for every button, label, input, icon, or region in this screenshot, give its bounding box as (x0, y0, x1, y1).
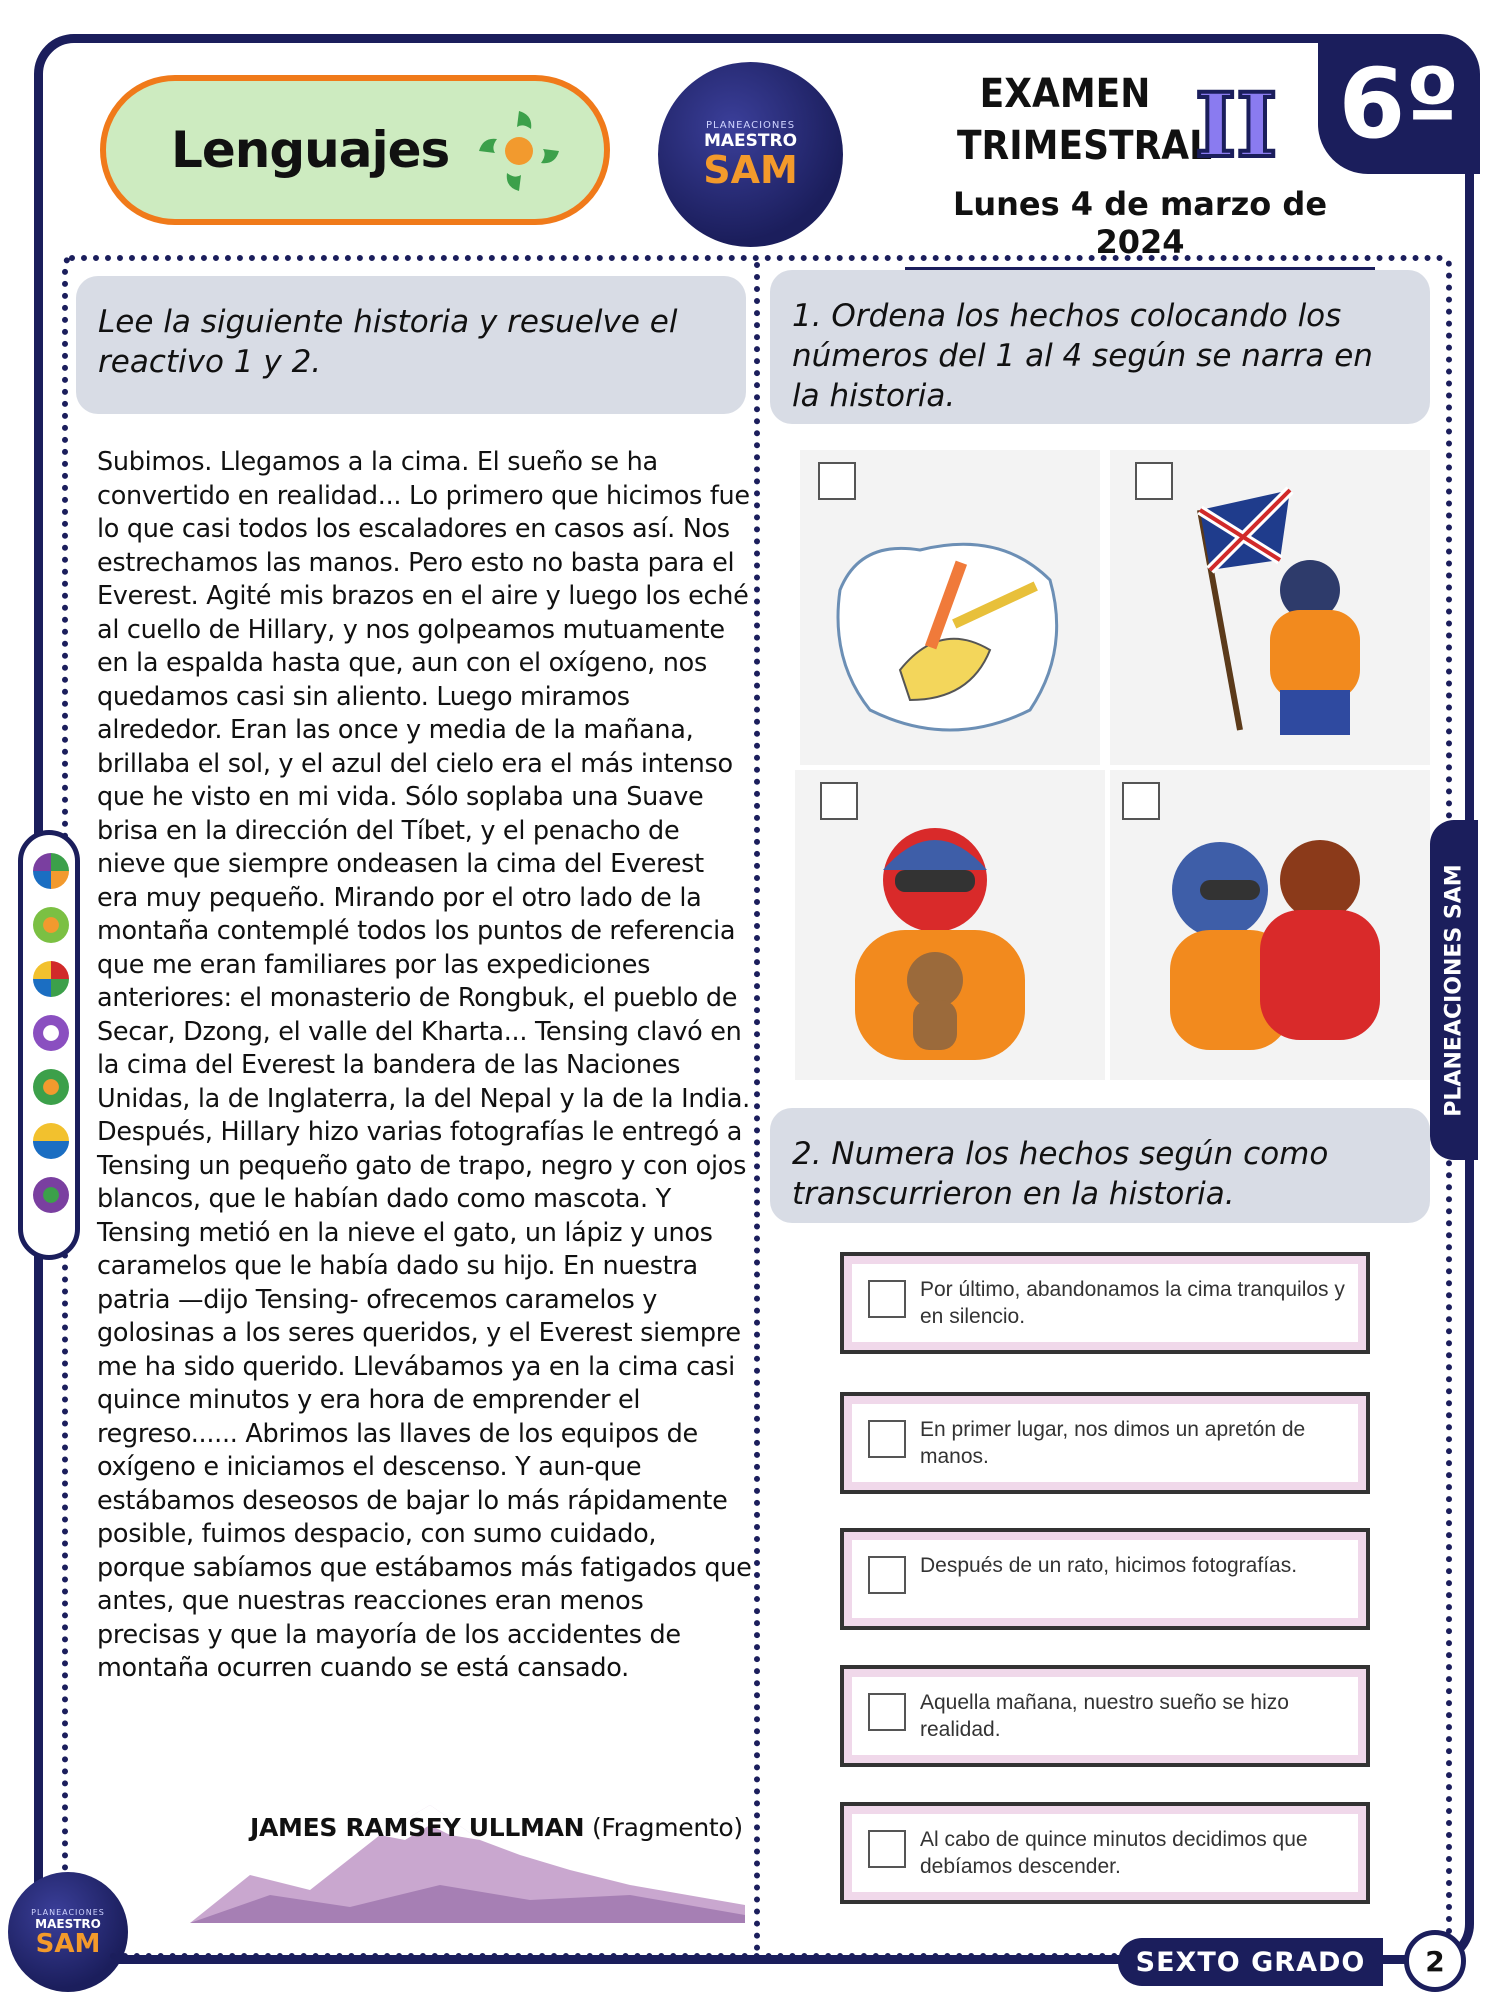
sentence-checkbox-4[interactable] (868, 1693, 906, 1731)
scene-climber-with-toy (795, 770, 1105, 1080)
sentence-checkbox-5[interactable] (868, 1830, 906, 1868)
sentence-checkbox-2[interactable] (868, 1420, 906, 1458)
field-icon-6 (33, 1123, 69, 1159)
field-icon-5 (33, 1069, 69, 1105)
sentence-text-1: Por último, abandonamos la cima tranquilos y en silencio. (920, 1278, 1345, 1328)
author-credit (250, 1813, 743, 1842)
subject-label: Lenguajes (171, 121, 450, 179)
trimester-number: II (1195, 73, 1278, 177)
logo-mid-text: MAESTRO (703, 131, 798, 151)
footer-logo (8, 1872, 128, 1992)
sentence-checkbox-3[interactable] (868, 1556, 906, 1594)
grade-label: 6º (1338, 48, 1460, 160)
column-divider (754, 262, 760, 1952)
sentence-text-5: Al cabo de quince minutos decidimos que debíamos descender. (920, 1828, 1308, 1878)
author-name: JAMES RAMSEY ULLMAN (250, 1813, 585, 1842)
exam-title-line1: EXAMEN (979, 71, 1151, 117)
footer-dotted-line (110, 1953, 1130, 1959)
sentence-item (840, 1392, 1370, 1494)
order-checkbox-4[interactable] (1122, 782, 1160, 820)
brand-side-tab-label: PLANEACIONES SAM (1441, 863, 1467, 1117)
footer-grade-label: SEXTO GRADO (1118, 1938, 1383, 1986)
sentence-item (840, 1802, 1370, 1904)
footer-logo-big-text: SAM (35, 1928, 101, 1959)
order-checkbox-3[interactable] (820, 782, 858, 820)
sentence-text-2: En primer lugar, nos dimos un apretón de manos. (920, 1418, 1306, 1468)
author-area (190, 1795, 745, 1923)
brand-side-tab (1430, 820, 1478, 1160)
field-icon-4 (33, 1015, 69, 1051)
page-number: 2 (1404, 1930, 1466, 1992)
reading-text: Subimos. Llegamos a la cima. El sueño se ha convertido en realidad... Lo primero que hicimos fue lo que casi todos los escaladores en casos así. Nos estrechamos las manos. Pero esto no basta para el Everest. Agité mis brazos en el aire y luego los eché al cuello de Hillary, y nos golpeamos mutuamente en la espalda hasta que, aun con el oxígeno, nos quedamos casi sin aliento. Luego miramos alrededor. Eran las once y media de la mañana, brillaba el sol, y el azul del cielo era el más intenso que he visto en mi vida. Sólo soplaba una Suave brisa en la dirección del Tíbet, y el penacho de nieve que siempre ondeasen la cima del Everest era muy pequeño. Mirando por el otro lado de la montaña contemplé todos los puntos de referencia que me eran familiares por las expediciones anteriores: el monasterio de Rongbuk, el pueblo de Secar, Dzong, el valle del Kharta... Tensing clavó en la cima del Everest la bandera de las Naciones Unidas, la de Inglaterra, la del Nepal y la de la India. Después, Hillary hizo varias fotografías le entregó a Tensing un pequeño gato de trapo, negro y con ojos blancos, que le habían dado como mascota. Y Tensing metió en la nieve el gato, un lápiz y unos caramelos que le había dado su hijo. En nuestra patria —dijo Tensing- ofrecemos caramelos y golosinas a los seres queridos, y el Everest siempre me ha sido querido. Llevábamos ya en la cima casi quince minutos y era hora de emprender el regreso...... Abrimos las llaves de los equipos de oxígeno e iniciamos el descenso. Y aun-que estábamos deseosos de bajar lo más rápidamente posible, fuimos despacio, con sumo cuidado, porque sabíamos que estábamos más fatigados que antes, que nuestras reacciones eran menos precisas y que la mayoría de los accidentes de montaña ocurren cuando se está cansado. (97, 447, 752, 1683)
field-icon-7 (33, 1177, 69, 1213)
order-checkbox-2[interactable] (1135, 462, 1173, 500)
exam-title (957, 68, 1213, 172)
sentence-item (840, 1528, 1370, 1630)
sentence-checkbox-1[interactable] (868, 1280, 906, 1318)
order-checkbox-1[interactable] (818, 462, 856, 500)
exam-title-line2: TRIMESTRAL (957, 123, 1213, 169)
sentence-item (840, 1252, 1370, 1354)
footer-logo-small-text: PLANEACIONES (31, 1907, 105, 1917)
field-icon-1 (33, 853, 69, 889)
author-note: (Fragmento) (591, 1813, 743, 1842)
field-icon-2 (33, 907, 69, 943)
sentence-item (840, 1665, 1370, 1767)
field-icons-bar (18, 830, 80, 1260)
scene-flag-on-summit (1110, 450, 1430, 765)
subject-pill (100, 75, 610, 225)
question1-instruction: 1. Ordena los hechos colocando los números del 1 al 4 según se narra en la historia. (770, 270, 1430, 424)
scene-items-in-snow (800, 450, 1100, 765)
grade-tab (1318, 34, 1480, 174)
subject-logo-icon (469, 101, 569, 201)
maestro-sam-logo (658, 62, 843, 247)
logo-big-text: SAM (703, 148, 798, 192)
footer-logo-mid-text: MAESTRO (35, 1916, 101, 1931)
question2-instruction: 2. Numera los hechos según como transcurrieron en la historia. (770, 1108, 1430, 1223)
logo-small-text: PLANEACIONES (705, 120, 796, 131)
reading-instruction: Lee la siguiente historia y resuelve el reactivo 1 y 2. (76, 276, 746, 414)
sentence-text-4: Aquella mañana, nuestro sueño se hizo realidad. (920, 1691, 1289, 1741)
field-icon-3 (33, 961, 69, 997)
sentence-text-3: Después de un rato, hicimos fotografías. (920, 1554, 1298, 1577)
scene-climbers-hugging (1110, 770, 1430, 1080)
exam-date: Lunes 4 de marzo de 2024 (905, 185, 1375, 273)
